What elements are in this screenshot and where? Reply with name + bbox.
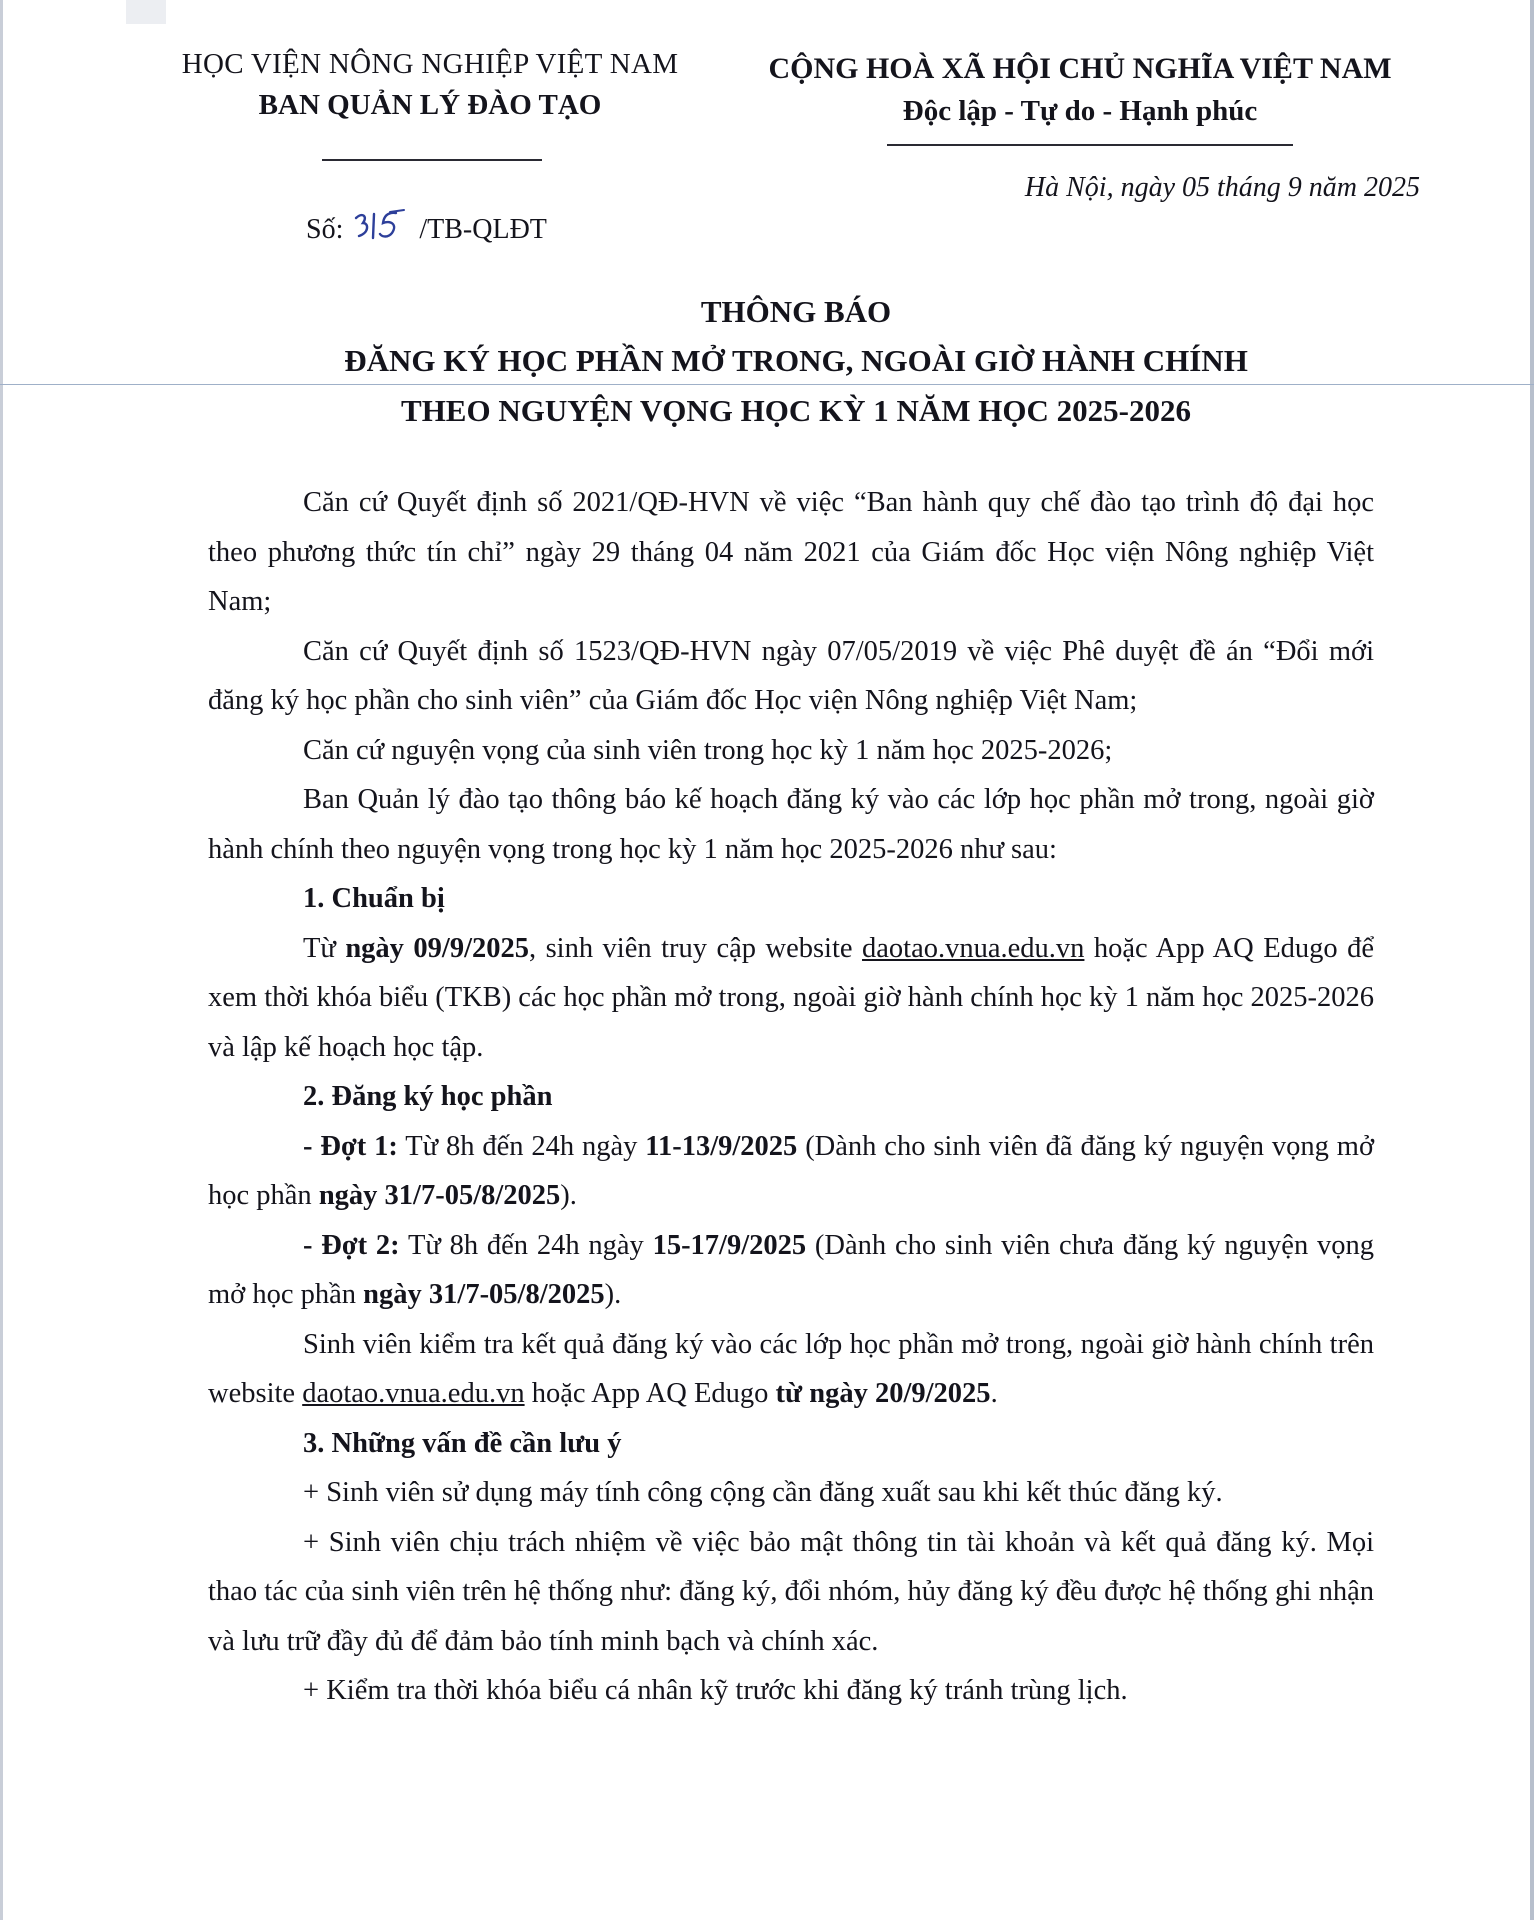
s1-date: ngày 09/9/2025 <box>345 932 529 964</box>
document-body <box>208 478 1374 1716</box>
issuing-organization <box>160 44 700 126</box>
s1-text-c: hoặc App AQ Edugo để xem thời khóa biểu (TKB) các học phần mở trong, ngoài giờ hành chính học kỳ 1 năm học 2025-2026 và lập kế hoạch học tập. <box>208 932 1374 1063</box>
round-1-text-a: Từ 8h đến 24h ngày <box>397 1130 646 1162</box>
section-1-text <box>208 924 1374 1073</box>
round-1-range: ngày 31/7-05/8/2025 <box>318 1180 561 1211</box>
s1-text-b: , sinh viên truy cập website <box>528 932 863 964</box>
round-1-date: 11-13/9/2025 <box>645 1130 798 1162</box>
website-link[interactable]: daotao.vnua.edu.vn <box>862 932 1085 964</box>
national-motto: Độc lập - Tự do - Hạnh phúc <box>902 95 1258 127</box>
results-text-b: hoặc App AQ Edugo <box>524 1378 776 1409</box>
round-1-text-c: ). <box>560 1180 577 1211</box>
document-number-prefix: Số: <box>306 214 344 245</box>
round-2-text-b: (Dành cho sinh viên chưa đăng ký nguyện vọng mở học phần <box>208 1229 1374 1310</box>
legal-basis-3: Căn cứ nguyện vọng của sinh viên trong học kỳ 1 năm học 2025-2026; <box>303 734 1113 766</box>
round-2-date: 15-17/9/2025 <box>652 1229 807 1261</box>
issuing-unit: BAN QUẢN LÝ ĐÀO TẠO <box>258 89 602 121</box>
results-text-c: . <box>990 1378 998 1409</box>
announcement-intro: Ban Quản lý đào tạo thông báo kế hoạch đăng ký vào các lớp học phần mở trong, ngoài giờ hành chính theo nguyện vọng trong học kỳ 1 năm học 2025-2026 như sau: <box>208 784 1374 865</box>
round-1-label: - Đợt 1: <box>303 1130 398 1162</box>
s1-text-a: Từ <box>303 932 346 964</box>
section-2-heading: 2. Đăng ký học phần <box>303 1081 553 1112</box>
legal-basis-1: Căn cứ Quyết định số 2021/QĐ-HVN về việc “Ban hành quy chế đào tạo trình độ đại học theo phương thức tín chỉ” ngày 29 tháng 04 năm 2021 của Giám đốc Học viện Nông nghiệp Việt Nam; <box>208 487 1374 617</box>
document-number-suffix: /TB-QLĐT <box>419 214 547 245</box>
round-2-text-c: ). <box>604 1279 622 1310</box>
round-1-text-b: (Dành cho sinh viên đã đăng ký nguyện vọng mở học phần <box>208 1130 1375 1211</box>
scan-edge-right <box>1530 0 1534 1920</box>
results-date: từ ngày 20/9/2025 <box>775 1378 991 1409</box>
nation-name: CỘNG HOÀ XÃ HỘI CHỦ NGHĨA VIỆT NAM <box>768 52 1392 85</box>
round-2-text <box>208 1221 1374 1320</box>
note-3: + Kiểm tra thời khóa biểu cá nhân kỹ trước khi đăng ký tránh trùng lịch. <box>303 1675 1128 1706</box>
motto-underline <box>887 144 1293 146</box>
section-3-heading: 3. Những vấn đề cần lưu ý <box>303 1427 622 1459</box>
document-title <box>160 288 1432 436</box>
round-2-range: ngày 31/7-05/8/2025 <box>363 1279 605 1310</box>
results-website-link[interactable]: daotao.vnua.edu.vn <box>302 1378 525 1409</box>
national-header <box>740 48 1420 132</box>
scan-edge-left <box>0 0 3 1920</box>
section-1-heading: 1. Chuẩn bị <box>303 883 445 914</box>
results-text <box>208 1320 1374 1419</box>
title-line-2: THEO NGUYỆN VỌNG HỌC KỲ 1 NĂM HỌC 2025-2026 <box>401 393 1191 428</box>
parent-organization: HỌC VIỆN NÔNG NGHIỆP VIỆT NAM <box>181 48 679 80</box>
note-2: + Sinh viên chịu trách nhiệm về việc bảo mật thông tin tài khoản và kết quả đăng ký. Mọi thao tác của sinh viên trên hệ thống như: đăng ký, đổi nhóm, hủy đăng ký đều được hệ thống ghi nhận và lưu trữ đầy đủ để đảm bảo tính minh bạch và chính xác. <box>208 1526 1374 1657</box>
header-left-underline <box>322 159 542 161</box>
results-text-a: Sinh viên kiểm tra kết quả đăng ký vào các lớp học phần mở trong, ngoài giờ hành chính trên website <box>208 1328 1374 1409</box>
issue-date: Hà Nội, ngày 05 tháng 9 năm 2025 <box>1024 172 1420 203</box>
round-2-text-a: Từ 8h đến 24h ngày <box>399 1229 653 1261</box>
document-number <box>306 208 547 250</box>
handwritten-number-drawing <box>352 208 410 248</box>
legal-basis-2: Căn cứ Quyết định số 1523/QĐ-HVN ngày 07/05/2019 về việc Phê duyệt đề án “Đổi mới đăng ký học phần cho sinh viên” của Giám đốc Học viện Nông nghiệp Việt Nam; <box>208 635 1374 716</box>
scan-corner-mark <box>126 0 166 24</box>
handwritten-number <box>352 208 410 248</box>
note-1: + Sinh viên sử dụng máy tính công cộng cần đăng xuất sau khi kết thúc đăng ký. <box>303 1477 1223 1508</box>
title-line-1: ĐĂNG KÝ HỌC PHẦN MỞ TRONG, NGOÀI GIỜ HÀNH CHÍNH <box>344 343 1248 378</box>
round-1-text <box>208 1122 1374 1221</box>
round-2-label: - Đợt 2: <box>303 1229 400 1261</box>
title-main: THÔNG BÁO <box>700 294 892 329</box>
